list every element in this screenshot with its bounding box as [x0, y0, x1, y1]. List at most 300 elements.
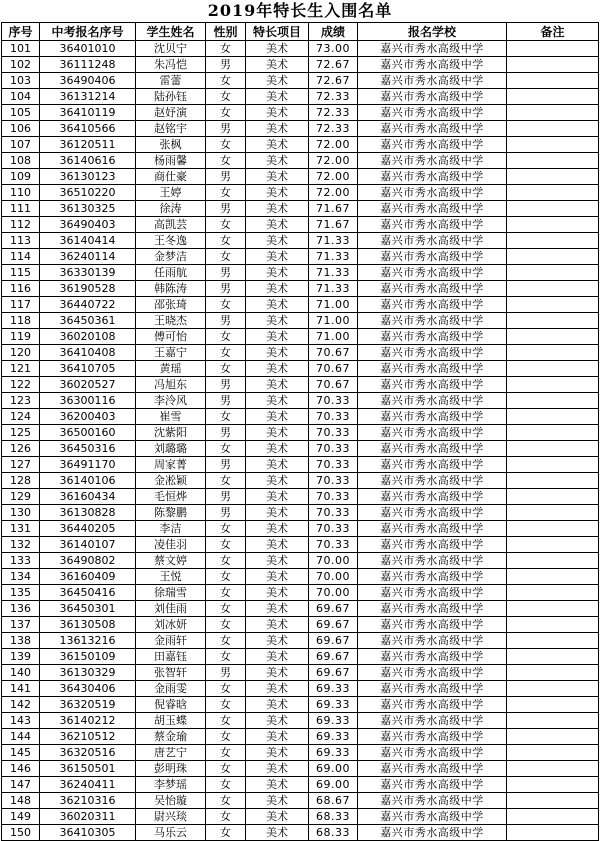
cell-index: 110: [2, 185, 40, 201]
cell-index: 106: [2, 121, 40, 137]
cell-exam-id: 36020108: [40, 329, 136, 345]
cell-score: 70.00: [309, 553, 358, 569]
cell-specialty: 美术: [246, 361, 309, 377]
cell-exam-id: 36401010: [40, 41, 136, 57]
cell-score: 70.00: [309, 569, 358, 585]
cell-student-name: 金雨轩: [136, 633, 206, 649]
cell-score: 68.33: [309, 825, 358, 841]
cell-exam-id: 36020527: [40, 377, 136, 393]
cell-specialty: 美术: [246, 697, 309, 713]
cell-exam-id: 36440205: [40, 521, 136, 537]
cell-exam-id: 36410408: [40, 345, 136, 361]
cell-gender: 女: [206, 809, 246, 825]
cell-remarks: [507, 329, 599, 345]
cell-score: 72.00: [309, 137, 358, 153]
cell-school: 嘉兴市秀水高级中学: [358, 201, 507, 217]
cell-index: 131: [2, 521, 40, 537]
cell-index: 108: [2, 153, 40, 169]
cell-gender: 女: [206, 345, 246, 361]
cell-school: 嘉兴市秀水高级中学: [358, 601, 507, 617]
cell-remarks: [507, 121, 599, 137]
cell-gender: 女: [206, 473, 246, 489]
cell-gender: 女: [206, 185, 246, 201]
cell-score: 71.67: [309, 217, 358, 233]
cell-remarks: [507, 665, 599, 681]
cell-school: 嘉兴市秀水高级中学: [358, 73, 507, 89]
cell-school: 嘉兴市秀水高级中学: [358, 681, 507, 697]
cell-score: 69.33: [309, 729, 358, 745]
header-school: 报名学校: [358, 23, 507, 41]
cell-score: 71.33: [309, 265, 358, 281]
cell-school: 嘉兴市秀水高级中学: [358, 265, 507, 281]
cell-school: 嘉兴市秀水高级中学: [358, 713, 507, 729]
cell-score: 71.00: [309, 329, 358, 345]
cell-student-name: 王晓杰: [136, 313, 206, 329]
cell-gender: 男: [206, 393, 246, 409]
cell-school: 嘉兴市秀水高级中学: [358, 633, 507, 649]
cell-student-name: 胡玉蝶: [136, 713, 206, 729]
header-student-name: 学生姓名: [136, 23, 206, 41]
cell-remarks: [507, 57, 599, 73]
cell-score: 70.33: [309, 409, 358, 425]
cell-student-name: 尉兴琰: [136, 809, 206, 825]
cell-index: 105: [2, 105, 40, 121]
cell-school: 嘉兴市秀水高级中学: [358, 473, 507, 489]
cell-score: 70.33: [309, 473, 358, 489]
cell-student-name: 徐瑞雪: [136, 585, 206, 601]
cell-student-name: 王嘉宁: [136, 345, 206, 361]
cell-specialty: 美术: [246, 185, 309, 201]
cell-school: 嘉兴市秀水高级中学: [358, 105, 507, 121]
cell-score: 72.33: [309, 105, 358, 121]
cell-student-name: 邵张琦: [136, 297, 206, 313]
cell-gender: 女: [206, 697, 246, 713]
cell-school: 嘉兴市秀水高级中学: [358, 121, 507, 137]
cell-exam-id: 36450416: [40, 585, 136, 601]
cell-remarks: [507, 457, 599, 473]
cell-index: 141: [2, 681, 40, 697]
cell-gender: 女: [206, 569, 246, 585]
cell-exam-id: 36020311: [40, 809, 136, 825]
cell-specialty: 美术: [246, 329, 309, 345]
cell-school: 嘉兴市秀水高级中学: [358, 217, 507, 233]
cell-remarks: [507, 153, 599, 169]
cell-index: 102: [2, 57, 40, 73]
cell-gender: 男: [206, 265, 246, 281]
cell-exam-id: 36330139: [40, 265, 136, 281]
cell-student-name: 倪睿晗: [136, 697, 206, 713]
cell-exam-id: 36150109: [40, 649, 136, 665]
cell-school: 嘉兴市秀水高级中学: [358, 153, 507, 169]
cell-remarks: [507, 169, 599, 185]
cell-exam-id: 36500160: [40, 425, 136, 441]
cell-school: 嘉兴市秀水高级中学: [358, 409, 507, 425]
cell-gender: 女: [206, 729, 246, 745]
table-row: [2, 345, 599, 361]
cell-gender: 男: [206, 121, 246, 137]
cell-school: 嘉兴市秀水高级中学: [358, 233, 507, 249]
cell-school: 嘉兴市秀水高级中学: [358, 665, 507, 681]
roster-table: [1, 22, 599, 841]
cell-index: 134: [2, 569, 40, 585]
cell-student-name: 韩陈涛: [136, 281, 206, 297]
cell-exam-id: 36130508: [40, 617, 136, 633]
cell-remarks: [507, 745, 599, 761]
cell-score: 70.00: [309, 585, 358, 601]
cell-specialty: 美术: [246, 425, 309, 441]
cell-gender: 女: [206, 41, 246, 57]
cell-specialty: 美术: [246, 457, 309, 473]
cell-gender: 男: [206, 377, 246, 393]
cell-index: 133: [2, 553, 40, 569]
cell-gender: 女: [206, 633, 246, 649]
cell-exam-id: 36140212: [40, 713, 136, 729]
cell-specialty: 美术: [246, 313, 309, 329]
table-row: [2, 265, 599, 281]
cell-score: 71.33: [309, 233, 358, 249]
cell-index: 143: [2, 713, 40, 729]
cell-student-name: 张枫: [136, 137, 206, 153]
cell-exam-id: 36210512: [40, 729, 136, 745]
table-row: [2, 697, 599, 713]
cell-index: 138: [2, 633, 40, 649]
cell-school: 嘉兴市秀水高级中学: [358, 57, 507, 73]
cell-remarks: [507, 249, 599, 265]
cell-index: 147: [2, 777, 40, 793]
cell-gender: 男: [206, 457, 246, 473]
table-row: [2, 313, 599, 329]
cell-exam-id: 36130123: [40, 169, 136, 185]
cell-score: 71.00: [309, 297, 358, 313]
cell-score: 71.67: [309, 201, 358, 217]
table-row: [2, 537, 599, 553]
cell-index: 145: [2, 745, 40, 761]
cell-index: 117: [2, 297, 40, 313]
cell-student-name: 李梦瑶: [136, 777, 206, 793]
table-row: [2, 153, 599, 169]
table-row: [2, 521, 599, 537]
cell-remarks: [507, 761, 599, 777]
cell-exam-id: 36210316: [40, 793, 136, 809]
table-row: [2, 825, 599, 841]
cell-gender: 女: [206, 761, 246, 777]
cell-exam-id: 36150501: [40, 761, 136, 777]
table-row: [2, 297, 599, 313]
cell-exam-id: 36130325: [40, 201, 136, 217]
cell-student-name: 刘璐璐: [136, 441, 206, 457]
cell-specialty: 美术: [246, 489, 309, 505]
cell-specialty: 美术: [246, 441, 309, 457]
header-score: 成绩: [309, 23, 358, 41]
cell-remarks: [507, 537, 599, 553]
cell-exam-id: 36450361: [40, 313, 136, 329]
cell-score: 71.33: [309, 281, 358, 297]
cell-exam-id: 36490403: [40, 217, 136, 233]
cell-remarks: [507, 105, 599, 121]
cell-exam-id: 36131214: [40, 89, 136, 105]
cell-score: 72.33: [309, 121, 358, 137]
cell-specialty: 美术: [246, 745, 309, 761]
cell-index: 101: [2, 41, 40, 57]
cell-score: 70.67: [309, 345, 358, 361]
cell-student-name: 王冬逸: [136, 233, 206, 249]
cell-score: 71.00: [309, 313, 358, 329]
table-row: [2, 649, 599, 665]
cell-specialty: 美术: [246, 649, 309, 665]
cell-student-name: 雷蕾: [136, 73, 206, 89]
table-row: [2, 393, 599, 409]
cell-index: 114: [2, 249, 40, 265]
cell-gender: 女: [206, 233, 246, 249]
cell-specialty: 美术: [246, 377, 309, 393]
cell-index: 140: [2, 665, 40, 681]
cell-exam-id: 36240411: [40, 777, 136, 793]
cell-index: 118: [2, 313, 40, 329]
cell-student-name: 沈紫阳: [136, 425, 206, 441]
cell-exam-id: 36440722: [40, 297, 136, 313]
cell-remarks: [507, 617, 599, 633]
table-row: [2, 505, 599, 521]
cell-remarks: [507, 393, 599, 409]
cell-exam-id: 36140616: [40, 153, 136, 169]
cell-student-name: 蔡文婷: [136, 553, 206, 569]
cell-student-name: 金凇颖: [136, 473, 206, 489]
cell-remarks: [507, 313, 599, 329]
cell-specialty: 美术: [246, 41, 309, 57]
table-row: [2, 409, 599, 425]
cell-school: 嘉兴市秀水高级中学: [358, 537, 507, 553]
cell-school: 嘉兴市秀水高级中学: [358, 553, 507, 569]
table-row: [2, 793, 599, 809]
cell-student-name: 傅可怡: [136, 329, 206, 345]
table-row: [2, 105, 599, 121]
cell-score: 70.33: [309, 393, 358, 409]
header-exam-id: 中考报名序号: [40, 23, 136, 41]
cell-specialty: 美术: [246, 713, 309, 729]
table-row: [2, 457, 599, 473]
cell-exam-id: 36320519: [40, 697, 136, 713]
table-row: [2, 217, 599, 233]
cell-school: 嘉兴市秀水高级中学: [358, 777, 507, 793]
cell-gender: 男: [206, 489, 246, 505]
cell-school: 嘉兴市秀水高级中学: [358, 729, 507, 745]
cell-remarks: [507, 441, 599, 457]
table-row: [2, 745, 599, 761]
cell-specialty: 美术: [246, 601, 309, 617]
table-row: [2, 377, 599, 393]
cell-remarks: [507, 409, 599, 425]
cell-score: 68.67: [309, 793, 358, 809]
cell-remarks: [507, 505, 599, 521]
cell-remarks: [507, 825, 599, 841]
cell-specialty: 美术: [246, 89, 309, 105]
cell-specialty: 美术: [246, 105, 309, 121]
cell-exam-id: 36200403: [40, 409, 136, 425]
cell-score: 69.67: [309, 649, 358, 665]
cell-score: 72.00: [309, 153, 358, 169]
cell-student-name: 崔雪: [136, 409, 206, 425]
cell-exam-id: 36140106: [40, 473, 136, 489]
table-row: [2, 441, 599, 457]
cell-specialty: 美术: [246, 281, 309, 297]
cell-specialty: 美术: [246, 137, 309, 153]
table-row: [2, 777, 599, 793]
cell-gender: 女: [206, 825, 246, 841]
cell-remarks: [507, 217, 599, 233]
cell-specialty: 美术: [246, 585, 309, 601]
cell-remarks: [507, 89, 599, 105]
cell-specialty: 美术: [246, 617, 309, 633]
page-title: 2019年特长生入围名单: [207, 1, 393, 20]
cell-specialty: 美术: [246, 345, 309, 361]
cell-specialty: 美术: [246, 825, 309, 841]
cell-gender: 女: [206, 777, 246, 793]
cell-gender: 女: [206, 89, 246, 105]
table-row: [2, 569, 599, 585]
cell-score: 69.67: [309, 601, 358, 617]
cell-exam-id: 36490802: [40, 553, 136, 569]
cell-remarks: [507, 697, 599, 713]
cell-index: 135: [2, 585, 40, 601]
cell-index: 111: [2, 201, 40, 217]
cell-remarks: [507, 809, 599, 825]
cell-score: 70.33: [309, 537, 358, 553]
cell-remarks: [507, 553, 599, 569]
cell-remarks: [507, 649, 599, 665]
cell-index: 144: [2, 729, 40, 745]
cell-school: 嘉兴市秀水高级中学: [358, 825, 507, 841]
cell-remarks: [507, 185, 599, 201]
cell-gender: 女: [206, 105, 246, 121]
cell-school: 嘉兴市秀水高级中学: [358, 761, 507, 777]
cell-score: 71.33: [309, 249, 358, 265]
cell-score: 70.33: [309, 489, 358, 505]
cell-school: 嘉兴市秀水高级中学: [358, 361, 507, 377]
cell-school: 嘉兴市秀水高级中学: [358, 313, 507, 329]
cell-index: 128: [2, 473, 40, 489]
cell-school: 嘉兴市秀水高级中学: [358, 793, 507, 809]
cell-student-name: 金梦洁: [136, 249, 206, 265]
cell-student-name: 吴怡璇: [136, 793, 206, 809]
cell-student-name: 张智轩: [136, 665, 206, 681]
cell-index: 123: [2, 393, 40, 409]
cell-remarks: [507, 233, 599, 249]
cell-school: 嘉兴市秀水高级中学: [358, 809, 507, 825]
cell-remarks: [507, 729, 599, 745]
cell-school: 嘉兴市秀水高级中学: [358, 441, 507, 457]
cell-school: 嘉兴市秀水高级中学: [358, 457, 507, 473]
table-row: [2, 201, 599, 217]
cell-gender: 女: [206, 153, 246, 169]
cell-exam-id: 36240114: [40, 249, 136, 265]
cell-score: 70.67: [309, 361, 358, 377]
cell-gender: 女: [206, 409, 246, 425]
table-row: [2, 121, 599, 137]
table-row: [2, 633, 599, 649]
cell-score: 69.33: [309, 713, 358, 729]
cell-remarks: [507, 633, 599, 649]
cell-specialty: 美术: [246, 537, 309, 553]
cell-gender: 女: [206, 601, 246, 617]
table-row: [2, 617, 599, 633]
cell-school: 嘉兴市秀水高级中学: [358, 345, 507, 361]
cell-student-name: 毛恒烨: [136, 489, 206, 505]
cell-specialty: 美术: [246, 393, 309, 409]
table-row: [2, 425, 599, 441]
cell-student-name: 田嘉钰: [136, 649, 206, 665]
cell-index: 137: [2, 617, 40, 633]
cell-school: 嘉兴市秀水高级中学: [358, 249, 507, 265]
cell-remarks: [507, 601, 599, 617]
table-row: [2, 553, 599, 569]
cell-gender: 男: [206, 57, 246, 73]
cell-specialty: 美术: [246, 265, 309, 281]
header-remarks: 备注: [507, 23, 599, 41]
cell-index: 112: [2, 217, 40, 233]
cell-exam-id: 36130329: [40, 665, 136, 681]
cell-school: 嘉兴市秀水高级中学: [358, 377, 507, 393]
cell-gender: 女: [206, 537, 246, 553]
cell-school: 嘉兴市秀水高级中学: [358, 697, 507, 713]
cell-student-name: 唐艺宁: [136, 745, 206, 761]
cell-score: 70.33: [309, 521, 358, 537]
cell-student-name: 王悦: [136, 569, 206, 585]
cell-score: 70.33: [309, 441, 358, 457]
cell-remarks: [507, 201, 599, 217]
cell-specialty: 美术: [246, 505, 309, 521]
cell-score: 69.33: [309, 697, 358, 713]
cell-gender: 女: [206, 217, 246, 233]
cell-gender: 男: [206, 201, 246, 217]
cell-index: 115: [2, 265, 40, 281]
cell-index: 126: [2, 441, 40, 457]
cell-index: 120: [2, 345, 40, 361]
cell-score: 69.00: [309, 777, 358, 793]
cell-exam-id: 36510220: [40, 185, 136, 201]
cell-index: 146: [2, 761, 40, 777]
cell-gender: 女: [206, 681, 246, 697]
cell-school: 嘉兴市秀水高级中学: [358, 297, 507, 313]
cell-specialty: 美术: [246, 233, 309, 249]
cell-score: 68.33: [309, 809, 358, 825]
cell-school: 嘉兴市秀水高级中学: [358, 329, 507, 345]
cell-student-name: 彭明珠: [136, 761, 206, 777]
cell-remarks: [507, 713, 599, 729]
cell-gender: 男: [206, 169, 246, 185]
cell-index: 116: [2, 281, 40, 297]
header-specialty: 特长项目: [246, 23, 309, 41]
table-row: [2, 681, 599, 697]
cell-remarks: [507, 377, 599, 393]
cell-student-name: 徐涛: [136, 201, 206, 217]
cell-index: 104: [2, 89, 40, 105]
cell-specialty: 美术: [246, 73, 309, 89]
cell-school: 嘉兴市秀水高级中学: [358, 137, 507, 153]
cell-school: 嘉兴市秀水高级中学: [358, 617, 507, 633]
cell-remarks: [507, 265, 599, 281]
cell-exam-id: 36430406: [40, 681, 136, 697]
cell-gender: 女: [206, 73, 246, 89]
cell-exam-id: 36160434: [40, 489, 136, 505]
cell-exam-id: 36320516: [40, 745, 136, 761]
cell-index: 148: [2, 793, 40, 809]
table-row: [2, 809, 599, 825]
cell-student-name: 凌佳羽: [136, 537, 206, 553]
table-row: [2, 137, 599, 153]
table-row: [2, 761, 599, 777]
table-row: [2, 185, 599, 201]
cell-exam-id: 36410119: [40, 105, 136, 121]
